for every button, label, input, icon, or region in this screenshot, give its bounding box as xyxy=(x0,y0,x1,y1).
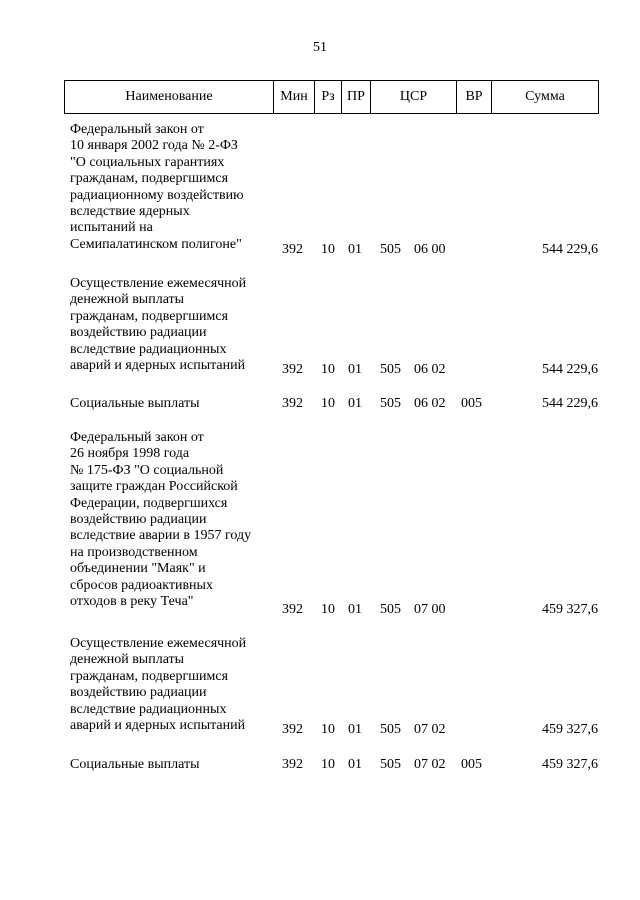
row-csr-program: 505 xyxy=(380,602,401,617)
col-pr-header: ПР xyxy=(347,89,365,104)
row-pr: 01 xyxy=(348,396,362,411)
row-min: 392 xyxy=(282,362,303,377)
page-number: 51 xyxy=(313,40,327,55)
row-csr-program: 505 xyxy=(380,242,401,257)
col-sum-header: Сумма xyxy=(525,89,565,104)
row-csr-subprogram: 06 02 xyxy=(414,362,446,377)
col-csr-header: ЦСР xyxy=(399,89,428,104)
row-csr-program: 505 xyxy=(380,722,401,737)
row-csr-subprogram: 07 02 xyxy=(414,757,446,772)
row-min: 392 xyxy=(282,242,303,257)
row-sum: 544 229,6 xyxy=(542,362,598,377)
row-csr-program: 505 xyxy=(380,362,401,377)
row-rz: 10 xyxy=(321,757,335,772)
row-csr-subprogram: 06 00 xyxy=(414,242,446,257)
row-pr: 01 xyxy=(348,242,362,257)
row-name: Социальные выплаты xyxy=(70,396,200,411)
row-csr-subprogram: 07 02 xyxy=(414,722,446,737)
row-rz: 10 xyxy=(321,602,335,617)
row-min: 392 xyxy=(282,722,303,737)
row-sum: 459 327,6 xyxy=(542,722,598,737)
row-rz: 10 xyxy=(321,362,335,377)
row-pr: 01 xyxy=(348,362,362,377)
row-min: 392 xyxy=(282,396,303,411)
row-sum: 459 327,6 xyxy=(542,757,598,772)
row-min: 392 xyxy=(282,757,303,772)
row-name: Социальные выплаты xyxy=(70,757,200,772)
row-pr: 01 xyxy=(348,722,362,737)
row-name: Федеральный закон от 10 января 2002 года № 2-ФЗ "О социальных гарантиях гражданам, подвергшимся радиационному воздействию вследствие ядерных испытаний на Семипалатинском полигоне" xyxy=(70,122,244,252)
row-vr: 005 xyxy=(461,396,482,411)
col-min-header: Мин xyxy=(280,89,308,104)
row-sum: 544 229,6 xyxy=(542,242,598,257)
col-name-header: Наименование xyxy=(125,89,213,104)
row-rz: 10 xyxy=(321,242,335,257)
row-sum: 459 327,6 xyxy=(542,602,598,617)
row-min: 392 xyxy=(282,602,303,617)
row-csr-program: 505 xyxy=(380,396,401,411)
row-name: Осуществление ежемесячной денежной выплаты гражданам, подвергшимся воздействию радиации вследствие радиационных аварий и ядерных испытаний xyxy=(70,636,247,734)
row-name: Федеральный закон от 26 ноября 1998 года № 175-ФЗ "О социальной защите граждан Российской Федерации, подвергшихся воздействию радиации вследствие аварии в 1957 году на производственном объединении "Маяк" и сбросов радиоактивных отходов в реку Теча" xyxy=(70,430,252,610)
col-rz-header: Рз xyxy=(321,89,335,104)
row-csr-subprogram: 06 02 xyxy=(414,396,446,411)
row-sum: 544 229,6 xyxy=(542,396,598,411)
row-csr-subprogram: 07 00 xyxy=(414,602,446,617)
table-header xyxy=(64,80,599,114)
row-rz: 10 xyxy=(321,722,335,737)
row-pr: 01 xyxy=(348,757,362,772)
row-name: Осуществление ежемесячной денежной выплаты гражданам, подвергшимся воздействию радиации вследствие радиационных аварий и ядерных испытаний xyxy=(70,276,247,374)
row-vr: 005 xyxy=(461,757,482,772)
row-rz: 10 xyxy=(321,396,335,411)
row-pr: 01 xyxy=(348,602,362,617)
row-csr-program: 505 xyxy=(380,757,401,772)
col-vr-header: ВР xyxy=(465,89,483,104)
